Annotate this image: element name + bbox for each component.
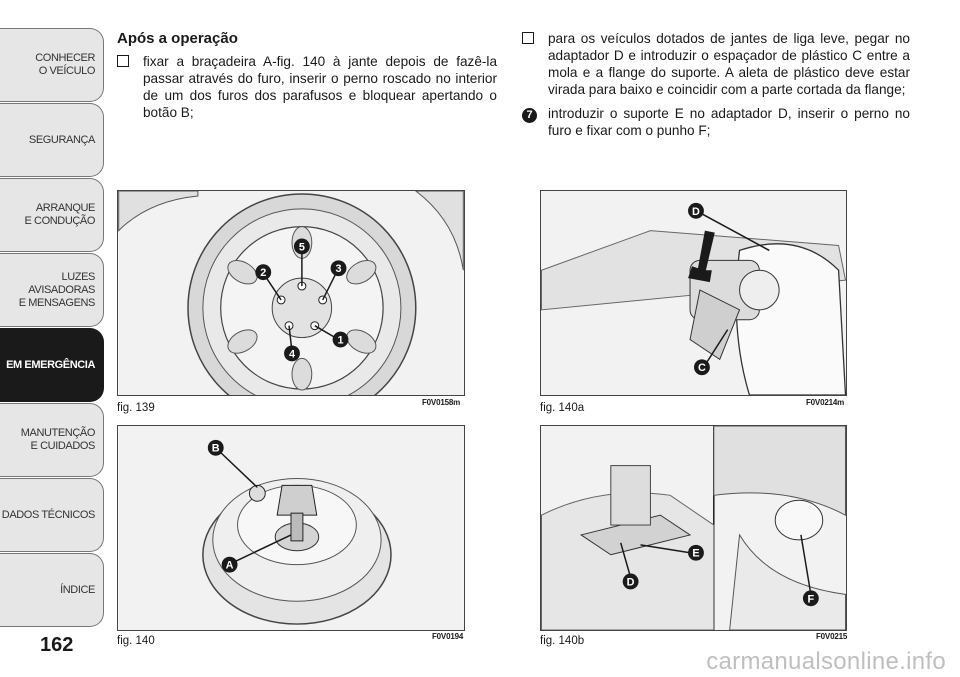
tab-label-line1: ARRANQUE: [35, 202, 95, 214]
figure-140b-support-handle: [540, 425, 847, 631]
tab-label-line2: O VEÍCULO: [38, 65, 95, 77]
instruction-item: [117, 53, 497, 121]
figure-caption: fig. 140: [117, 635, 155, 647]
support-handle-illustration: [541, 426, 846, 630]
figure-code: F0V0214m: [806, 398, 844, 407]
callout-label: 3: [335, 263, 342, 276]
chapter-tabs: [0, 28, 104, 628]
right-text-column: [522, 30, 910, 146]
instruction-item: [522, 30, 910, 98]
callout-label: C: [697, 362, 706, 375]
tab-label-line2: E CONDUÇÃO: [24, 215, 95, 227]
figure-code: F0V0215: [816, 632, 848, 641]
watermark: carmanualsonline.info: [706, 648, 946, 675]
checkbox-bullet-icon: [117, 53, 135, 71]
tab-luzes-avisadoras[interactable]: [0, 253, 104, 327]
step-number-icon: 7: [522, 105, 540, 123]
instruction-text: fixar a braçadeira A-fig. 140 à jante depois de fazê-la passar através do furo, inserir o perno roscado no interior de um dos furos dos parafusos e bloquear apertando o botão B;: [143, 54, 497, 120]
callout-label: D: [626, 576, 635, 589]
wheel-bolts-illustration: [118, 191, 464, 395]
callout-label: 2: [260, 267, 267, 280]
tab-conhecer-o-veiculo[interactable]: [0, 28, 104, 102]
page-number: 162: [40, 634, 74, 656]
instruction-text: para os veículos dotados de jantes de liga leve, pegar no adaptador D e introduzir o espaçador de plástico C entre a mola e a flange do suporte. A aleta de plástico deve estar virada para baixo e coincidir com a parte cortada da flange;: [548, 31, 910, 97]
instruction-item: [522, 105, 910, 139]
figure-140-spare-wheel-clamp: [117, 425, 465, 631]
tab-label-line1: CONHECER: [35, 52, 95, 64]
tab-indice[interactable]: [0, 553, 104, 627]
figure-140a-adapter-spacer: [540, 190, 847, 396]
tab-label-line1: ÍNDICE: [60, 583, 95, 596]
callout-label: B: [211, 442, 220, 455]
tab-label-line1: MANUTENÇÃO: [20, 427, 95, 439]
tab-label-line1: LUZES AVISADORAS: [28, 270, 95, 296]
tab-label-line2: E CUIDADOS: [30, 440, 95, 452]
tab-em-emergencia[interactable]: [0, 328, 104, 402]
figure-caption: fig. 139: [117, 402, 155, 414]
callout-label: A: [225, 559, 234, 572]
tab-dados-tecnicos[interactable]: [0, 478, 104, 552]
section-heading: Após a operação: [117, 30, 238, 47]
checkbox-bullet-icon: [522, 30, 540, 48]
figure-code: F0V0158m: [422, 398, 460, 407]
figure-code: F0V0194: [432, 632, 464, 641]
tab-manutencao-e-cuidados[interactable]: [0, 403, 104, 477]
callout-label: 4: [288, 348, 296, 361]
tab-seguranca[interactable]: [0, 103, 104, 177]
instruction-text: introduzir o suporte E no adaptador D, inserir o perno no furo e fixar com o punho F;: [548, 106, 910, 138]
figure-139-wheel-bolts: [117, 190, 465, 396]
callout-label: 5: [298, 241, 305, 254]
figure-caption: fig. 140b: [540, 635, 585, 647]
callout-label: D: [692, 205, 700, 218]
callout-label: F: [807, 593, 815, 606]
spare-wheel-illustration: [118, 426, 464, 630]
tab-label-line1: EM EMERGÊNCIA: [6, 358, 95, 371]
tab-label-line2: E MENSAGENS: [18, 296, 95, 309]
tab-label-line1: SEGURANÇA: [28, 133, 95, 146]
tab-arranque-e-conducao[interactable]: [0, 178, 104, 252]
callout-label: E: [692, 547, 700, 560]
adapter-spacer-illustration: [541, 191, 846, 395]
figure-caption: fig. 140a: [540, 402, 585, 414]
callout-label: 1: [337, 334, 344, 347]
left-text-column: [117, 30, 497, 128]
tab-label-line1: DADOS TÉCNICOS: [1, 508, 95, 521]
